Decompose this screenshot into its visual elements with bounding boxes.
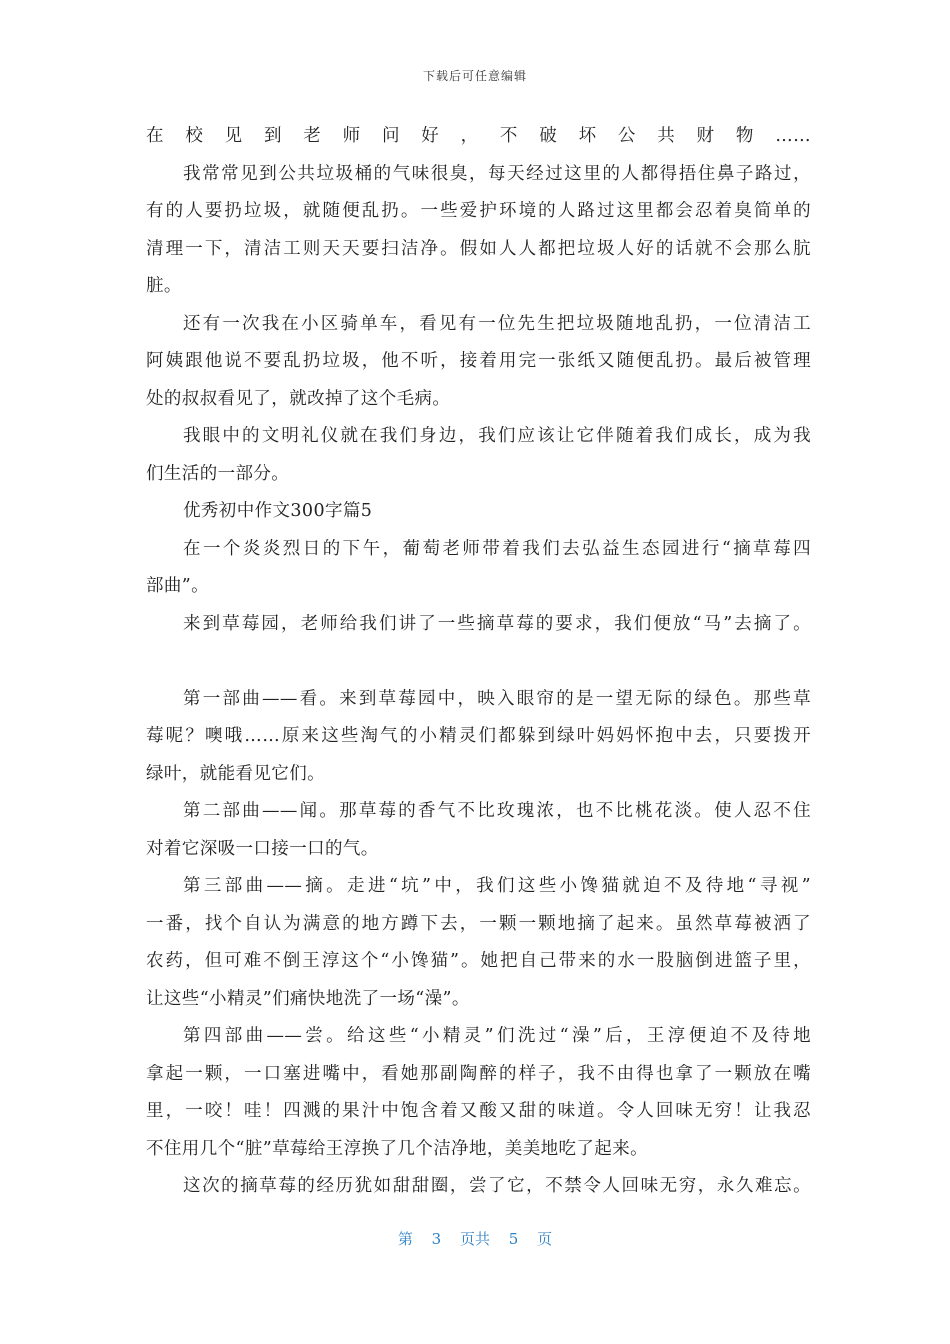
text-line: 第二部曲——闻。那草莓的香气不比玫瑰浓，也不比桃花淡。使人忍不住	[183, 801, 811, 821]
total-page-number: 5	[508, 1230, 519, 1248]
text-line: 第四部曲——尝。给这些“小精灵”们洗过“澡”后，王淳便迫不及待地	[183, 1026, 811, 1046]
text-line: 我眼中的文明礼仪就在我们身边，我们应该让它伴随着我们成长，成为我	[183, 426, 811, 446]
text-line: 莓呢？噢哦……原来这些淘气的小精灵们都躲到绿叶妈妈怀抱中去，只要拨开	[146, 726, 811, 746]
text-line: 拿起一颗，一口塞进嘴中，看她那副陶醉的样子，我不由得也拿了一颗放在嘴	[146, 1063, 811, 1084]
text-line: 让这些“小精灵”们痛快地洗了一场“澡”。	[146, 988, 470, 1009]
text-line: 在一个炎炎烈日的下午，葡萄老师带着我们去弘益生态园进行“摘草莓四	[183, 538, 811, 559]
text-line: 绿叶，就能看见它们。	[146, 763, 325, 784]
current-page-number: 3	[431, 1230, 442, 1248]
footer-middle: 页共	[459, 1230, 490, 1248]
text-line: 我常常见到公共垃圾桶的气味很臭，每天经过这里的人都得捂住鼻子路过，	[183, 163, 811, 184]
footer-suffix: 页	[537, 1230, 553, 1248]
blank-line	[146, 643, 811, 681]
page-footer	[0, 1228, 950, 1249]
text-line: 处的叔叔看见了，就改掉了这个毛病。	[146, 388, 451, 409]
text-line: 里，一咬！哇！四溅的果汁中饱含着又酸又甜的味道。令人回味无穷！让我忍	[146, 1101, 811, 1121]
text-line: 在校见到老师问好，不破坏公共财物……	[146, 126, 811, 146]
text-line: 农药，但可难不倒王淳这个“小馋猫”。她把自己带来的水一股脑倒进篮子里，	[146, 951, 811, 971]
text-line: 对着它深吸一口接一口的气。	[146, 838, 379, 859]
text-line: 不住用几个“脏”草莓给王淳换了几个洁净地，美美地吃了起来。	[146, 1138, 648, 1159]
text-line: 清理一下，清洁工则天天要扫洁净。假如人人都把垃圾人好的话就不会那么肮	[146, 238, 811, 259]
text-line: 一番，找个自认为满意的地方蹲下去，一颗一颗地摘了起来。虽然草莓被洒了	[146, 913, 811, 934]
text-line: 第一部曲——看。来到草莓园中，映入眼帘的是一望无际的绿色。那些草	[183, 688, 811, 709]
section-title: 优秀初中作文300字篇5	[183, 501, 373, 521]
text-line: 第三部曲——摘。走进“坑”中，我们这些小馋猫就迫不及待地“寻视”	[183, 876, 811, 896]
text-line: 还有一次我在小区骑单车，看见有一位先生把垃圾随地乱扔，一位清洁工	[183, 313, 811, 334]
footer-prefix: 第	[397, 1230, 413, 1248]
text-line: 们生活的一部分。	[146, 463, 290, 484]
page-header: 下载后可任意编辑	[422, 69, 527, 83]
text-line: 有的人要扔垃圾，就随便乱扔。一些爱护环境的人路过这里都会忍着臭简单的	[146, 201, 811, 221]
document-body	[146, 118, 811, 1206]
text-line: 这次的摘草莓的经历犹如甜甜圈，尝了它，不禁令人回味无穷，永久难忘。	[183, 1176, 811, 1196]
text-line: 部曲”。	[146, 576, 210, 596]
text-line: 脏。	[146, 276, 182, 296]
text-line: 阿姨跟他说不要乱扔垃圾，他不听，接着用完一张纸又随便乱扔。最后被管理	[146, 351, 811, 371]
text-line: 来到草莓园，老师给我们讲了一些摘草莓的要求，我们便放“马”去摘了。	[183, 613, 811, 634]
